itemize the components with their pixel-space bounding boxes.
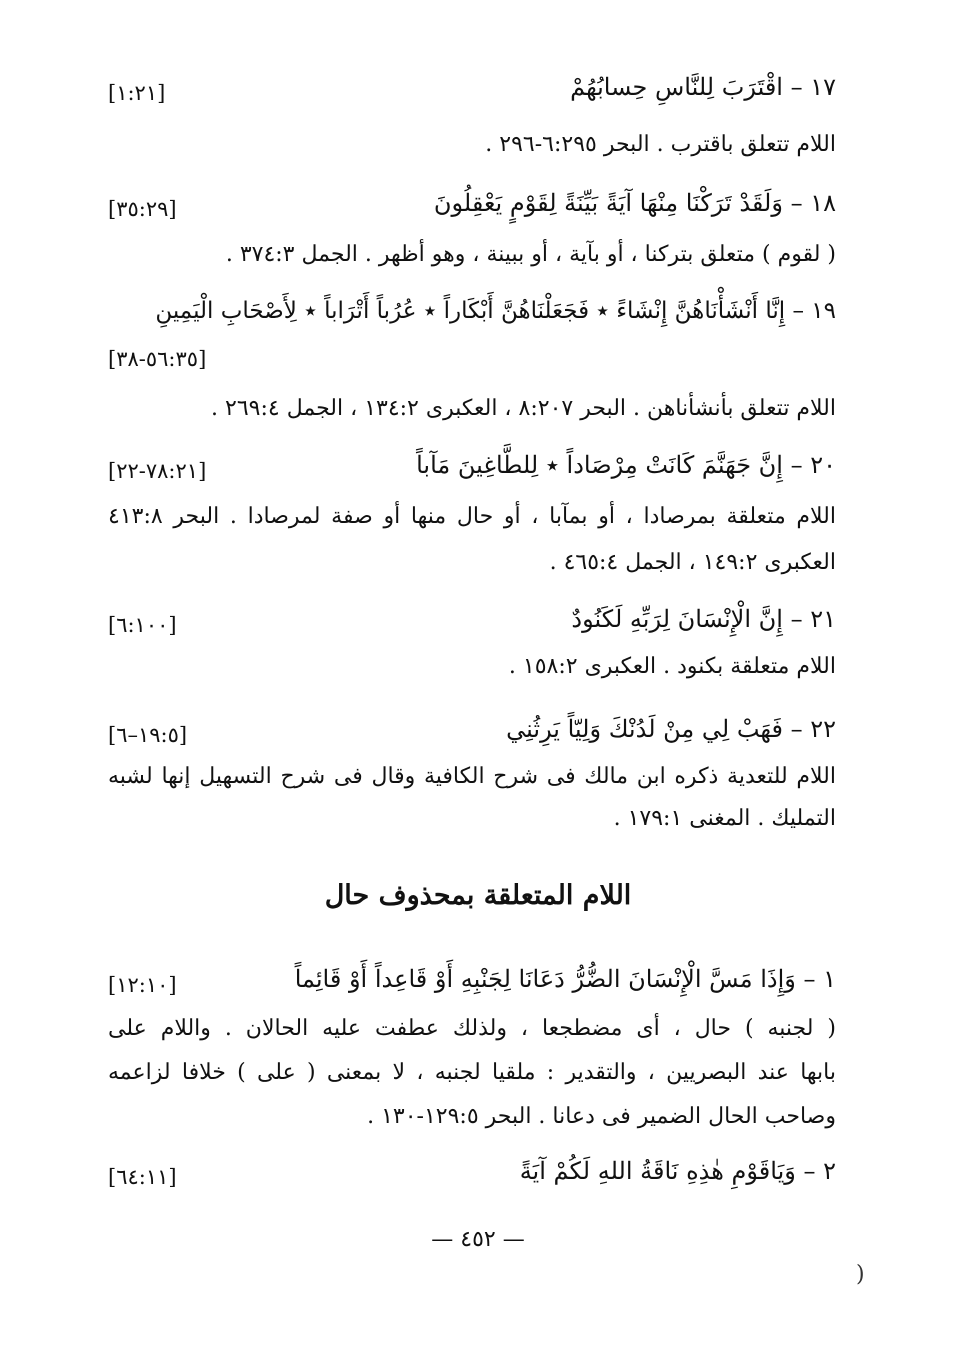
verse-line: ٢٢ – فَهَبْ لِي مِنْ لَدُنْكَ وَلِيّاً يَرِثُنِي	[506, 715, 836, 743]
verse-reference: [٣٥:٢٩]	[108, 197, 177, 221]
commentary-line: اللام للتعدية ذكره ابن مالك فى شرح الكافية وقال فى شرح التسهيل إنها لشبه	[108, 764, 836, 789]
verse-line: ٢ – وَيَاقَوْمِ هٰذِهِ نَاقَةُ اللهِ لَكُمْ آيَةً	[519, 1157, 836, 1185]
page-number: — ٤٥٢ —	[431, 1227, 525, 1252]
margin-mark: (	[856, 1262, 865, 1287]
verse-reference: [٦٤:١١]	[108, 1165, 177, 1189]
verse-reference: [١٩:٥–٦]	[108, 723, 188, 747]
commentary-line: ( لجنبه ) حال ، أى مضطجعا ، ولذلك عطفت عليه الحالان . واللام على	[108, 1016, 836, 1041]
commentary-line: اللام متعلقة بكنود . العكبرى ١٥٨:٢ .	[508, 654, 836, 679]
verse-line: ١٧ – اقْتَرَبَ لِلنَّاسِ حِسابُهُمْ	[570, 73, 836, 101]
verse-reference: [٥٦:٣٥-٣٨]	[108, 347, 207, 371]
commentary-line: اللام متعلقة بمرصادا ، أو بمآبا ، أو حال منها أو صفة لمرصادا . البحر ٤١٣:٨	[108, 504, 836, 529]
verse-reference: [١٢:١٠]	[108, 973, 177, 997]
section-heading: اللام المتعلقة بمحذوف حال	[324, 880, 632, 911]
commentary-line: اللام تتعلق باقترب . البحر ٦:٢٩٥-٢٩٦ .	[485, 132, 836, 157]
verse-line: ٢١ – إِنَّ الْإِنْسَانَ لِرَبِّهِ لَكَنُودٌ	[571, 605, 836, 633]
commentary-line: ( لقوم ) متعلق بتركنا ، أو بآية ، أو ببينة ، وهو أظهر . الجمل ٣٧٤:٣ .	[225, 242, 836, 267]
verse-line: ٢٠ – إِنَّ جَهَنَّمَ كَانَتْ مِرْصَاداً ٭ لِلطَّاغِينَ مَآباً	[416, 451, 836, 479]
verse-line: ١٨ – وَلَقَدْ تَرَكْنَا مِنْهَا آيَةً بَيِّنَةً لِقَوْمٍ يَعْقِلُونَ	[433, 189, 836, 217]
commentary-line: العكبرى ١٤٩:٢ ، الجمل ٤٦٥:٤ .	[549, 550, 836, 575]
commentary-line: وصاحب الحال الضمير فى دعانا . البحر ١٢٩:٥-١٣٠ .	[367, 1104, 836, 1129]
verse-reference: [١:٢١]	[108, 81, 166, 105]
commentary-line: اللام تتعلق بأنشأناهن . البحر ٨:٢٠٧ ، العكبرى ١٣٤:٢ ، الجمل ٢٦٩:٤ .	[211, 396, 836, 421]
verse-line: ١٩ – إِنَّا أَنْشَأْنَاهُنَّ إِنْشَاءً ٭ فَجَعَلْنَاهُنَّ أَبْكَاراً ٭ عُرُباً أَتْرَاباً ٭ لِأَصْحَابِ الْيَمِينِ	[155, 298, 836, 324]
commentary-line: بابها عند البصريين ، والتقدير : ملقيا لجنبه ، لا بمعنى ( على ) خلافا لزاعمه	[108, 1060, 836, 1085]
verse-reference: [٧٨:٢١-٢٢]	[108, 459, 207, 483]
verse-line: ١ – وَإِذَا مَسَّ الْإِنْسَانَ الضُّرُّ دَعَانَا لِجَنْبِهِ أَوْ قَاعِداً أَوْ قَائِماً	[294, 965, 836, 993]
verse-reference: [٦:١٠٠]	[108, 613, 177, 637]
commentary-line: التمليك . المغنى ١٧٩:١ .	[613, 806, 836, 831]
